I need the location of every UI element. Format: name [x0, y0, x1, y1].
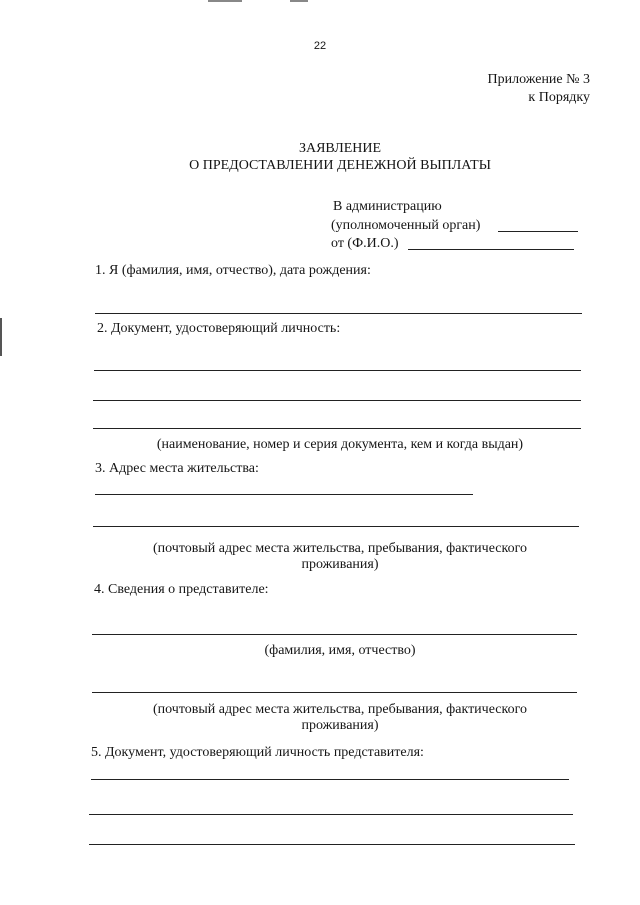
scan-mark [208, 0, 242, 2]
section-4-caption-address-1: (почтовый адрес места жительства, пребывания, фактического [153, 702, 527, 717]
appendix-line-1: Приложение № 3 [487, 72, 590, 87]
fio-fill-line[interactable] [408, 249, 574, 250]
section-3-caption-1: (почтовый адрес места жительства, пребывания, фактического [153, 541, 527, 556]
document-subtitle: О ПРЕДОСТАВЛЕНИИ ДЕНЕЖНОЙ ВЫПЛАТЫ [189, 158, 491, 173]
section-3-fill-line-1[interactable] [95, 494, 473, 495]
scan-mark [0, 318, 2, 356]
page-number: 22 [313, 40, 327, 52]
section-5-label: 5. Документ, удостоверяющий личность представителя: [91, 745, 424, 760]
section-5-fill-line-1[interactable] [91, 779, 569, 780]
section-3-label: 3. Адрес места жительства: [95, 461, 259, 476]
addressee-line-1: В администрацию [333, 199, 442, 214]
section-2-fill-line-3[interactable] [93, 428, 581, 429]
section-1-fill-line[interactable] [95, 313, 582, 314]
section-2-caption: (наименование, номер и серия документа, кем и когда выдан) [156, 437, 524, 452]
section-2-fill-line-1[interactable] [94, 370, 581, 371]
section-4-label: 4. Сведения о представителе: [94, 582, 269, 597]
section-4-address-fill-line[interactable] [92, 692, 577, 693]
section-3-fill-line-2[interactable] [93, 526, 579, 527]
section-2-label: 2. Документ, удостоверяющий личность: [97, 321, 341, 336]
section-5-fill-line-2[interactable] [89, 814, 573, 815]
section-2-fill-line-2[interactable] [93, 400, 581, 401]
section-4-caption-name: (фамилия, имя, отчество) [264, 643, 416, 658]
section-4-name-fill-line[interactable] [92, 634, 577, 635]
section-1-label: 1. Я (фамилия, имя, отчество), дата рождения: [95, 263, 371, 278]
section-5-fill-line-3[interactable] [89, 844, 575, 845]
section-3-caption-2: проживания) [301, 557, 379, 572]
scan-mark [290, 0, 308, 2]
appendix-line-2: к Порядку [528, 90, 590, 105]
addressee-line-2: (уполномоченный орган) [331, 218, 481, 233]
addressee-line-3: от (Ф.И.О.) [331, 236, 399, 251]
section-4-caption-address-2: проживания) [301, 718, 379, 733]
authority-fill-line[interactable] [498, 231, 578, 232]
document-title: ЗАЯВЛЕНИЕ [298, 141, 382, 156]
